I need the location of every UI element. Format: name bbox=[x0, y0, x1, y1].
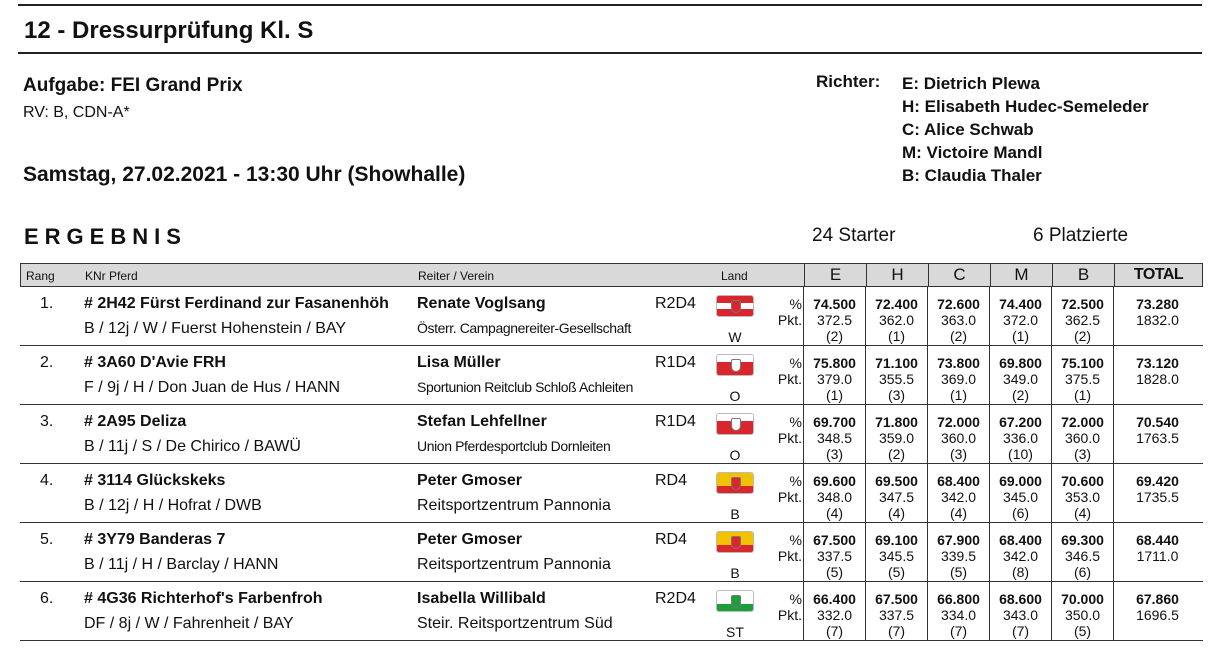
total-pct: 69.420 bbox=[1136, 473, 1179, 489]
score-pct: 69.000 bbox=[999, 473, 1042, 489]
richter-h: H: Elisabeth Hudec-Semeleder bbox=[902, 97, 1149, 116]
score-pkt: 336.0 bbox=[1002, 430, 1039, 446]
total-pkt: 1832.0 bbox=[1136, 312, 1179, 328]
crest-icon bbox=[731, 536, 741, 549]
judge-score-cell bbox=[865, 523, 927, 581]
judge-score-cell bbox=[927, 287, 989, 345]
score-place: (5) bbox=[1073, 623, 1092, 639]
total-pkt: 1763.5 bbox=[1136, 430, 1179, 446]
crest-icon bbox=[731, 300, 741, 313]
header-judge-e: E bbox=[804, 264, 866, 286]
class-code: RD4 bbox=[655, 531, 688, 548]
score-pct: 69.100 bbox=[875, 532, 918, 548]
score-pct: 67.200 bbox=[999, 414, 1042, 430]
horse-name: # 3114 Glückskeks bbox=[84, 472, 226, 489]
score-place: (8) bbox=[1011, 564, 1030, 580]
score-pct: 67.500 bbox=[813, 532, 856, 548]
club-name: Steir. Reitsportzentrum Süd bbox=[417, 615, 613, 632]
total-pct: 73.120 bbox=[1136, 355, 1179, 371]
total-cell bbox=[1113, 287, 1201, 345]
score-place: (3) bbox=[825, 446, 844, 462]
score-place: (7) bbox=[1011, 623, 1030, 639]
score-place: (1) bbox=[825, 387, 844, 403]
judge-score-cell bbox=[927, 523, 989, 581]
horse-name: # 3Y79 Banderas 7 bbox=[84, 531, 226, 548]
score-place: (3) bbox=[1073, 446, 1092, 462]
score-place: (2) bbox=[1073, 328, 1092, 344]
score-pkt: 337.5 bbox=[878, 607, 915, 623]
score-place: (1) bbox=[949, 387, 968, 403]
class-code: RD4 bbox=[655, 472, 688, 489]
horse-info: DF / 8j / W / Fahrenheit / BAY bbox=[84, 615, 294, 632]
score-place: (4) bbox=[887, 505, 906, 521]
score-pkt: 350.0 bbox=[1064, 607, 1101, 623]
score-pkt: 360.0 bbox=[1064, 430, 1101, 446]
club-name: Reitsportzentrum Pannonia bbox=[417, 556, 611, 573]
horse-info: B / 11j / H / Barclay / HANN bbox=[84, 556, 279, 573]
score-labels bbox=[772, 591, 802, 623]
horse-info: B / 12j / W / Fuerst Hohenstein / BAY bbox=[84, 320, 347, 337]
score-pct: 73.800 bbox=[937, 355, 980, 371]
pkt-label: Pkt. bbox=[777, 371, 802, 387]
judge-score-cell bbox=[803, 287, 865, 345]
horse-info: B / 11j / S / De Chirico / BAWÜ bbox=[84, 438, 301, 455]
total-cell bbox=[1113, 523, 1201, 581]
rank: 2. bbox=[40, 354, 54, 371]
table-row bbox=[20, 405, 1203, 464]
header-rang: Rang bbox=[26, 269, 55, 283]
score-pkt: 372.5 bbox=[816, 312, 853, 328]
judge-score-cell bbox=[989, 582, 1051, 640]
richter-b: B: Claudia Thaler bbox=[902, 166, 1042, 185]
judge-score-cell bbox=[927, 405, 989, 463]
club-name: Österr. Campagnereiter-Gesellschaft bbox=[417, 320, 631, 336]
richter-c: C: Alice Schwab bbox=[902, 120, 1034, 139]
score-place: (4) bbox=[1073, 505, 1092, 521]
score-place: (1) bbox=[1073, 387, 1092, 403]
total-cell bbox=[1113, 405, 1201, 463]
score-pct: 72.400 bbox=[875, 296, 918, 312]
score-place: (2) bbox=[825, 328, 844, 344]
pct-label: % bbox=[789, 473, 802, 489]
table-row bbox=[20, 346, 1203, 405]
header-judge-c: C bbox=[928, 264, 990, 286]
score-pct: 69.700 bbox=[813, 414, 856, 430]
judge-score-cell bbox=[1051, 464, 1113, 522]
state-flag-icon bbox=[716, 590, 754, 612]
total-pkt: 1696.5 bbox=[1136, 607, 1179, 623]
richter-m: M: Victoire Mandl bbox=[902, 143, 1043, 162]
score-place: (1) bbox=[887, 328, 906, 344]
total-pct: 67.860 bbox=[1136, 591, 1179, 607]
judge-score-cell bbox=[1051, 582, 1113, 640]
score-pct: 66.400 bbox=[813, 591, 856, 607]
score-labels bbox=[772, 532, 802, 564]
score-pkt: 369.0 bbox=[940, 371, 977, 387]
horse-name: # 2A95 Deliza bbox=[84, 413, 187, 430]
rider-name: Peter Gmoser bbox=[417, 531, 522, 548]
horse-name: # 2H42 Fürst Ferdinand zur Fasanenhöh bbox=[84, 295, 389, 312]
score-pct: 66.800 bbox=[937, 591, 980, 607]
pkt-label: Pkt. bbox=[777, 489, 802, 505]
score-pct: 70.000 bbox=[1061, 591, 1104, 607]
total-pkt: 1735.5 bbox=[1136, 489, 1179, 505]
score-pkt: 360.0 bbox=[940, 430, 977, 446]
score-pkt: 348.0 bbox=[816, 489, 853, 505]
score-place: (2) bbox=[887, 446, 906, 462]
score-pkt: 349.0 bbox=[1002, 371, 1039, 387]
judge-score-cell bbox=[927, 582, 989, 640]
rank: 3. bbox=[40, 413, 54, 430]
pkt-label: Pkt. bbox=[777, 312, 802, 328]
aufgabe: Aufgabe: FEI Grand Prix bbox=[23, 75, 243, 96]
judge-score-cell bbox=[927, 464, 989, 522]
score-pkt: 347.5 bbox=[878, 489, 915, 505]
table-row bbox=[20, 287, 1203, 346]
rider-name: Lisa Müller bbox=[417, 354, 501, 371]
land-code: W bbox=[728, 329, 742, 345]
judge-score-cell bbox=[989, 405, 1051, 463]
header-total: TOTAL bbox=[1114, 264, 1202, 286]
score-pkt: 345.5 bbox=[878, 548, 915, 564]
header-land: Land bbox=[721, 269, 748, 283]
rv-info: RV: B, CDN-A* bbox=[23, 104, 130, 121]
table-body bbox=[20, 287, 1203, 641]
score-pct: 67.500 bbox=[875, 591, 918, 607]
total-pkt: 1711.0 bbox=[1136, 548, 1179, 564]
score-pkt: 334.0 bbox=[940, 607, 977, 623]
score-place: (6) bbox=[1011, 505, 1030, 521]
judge-score-cell bbox=[865, 287, 927, 345]
pct-label: % bbox=[789, 532, 802, 548]
score-pkt: 363.0 bbox=[940, 312, 977, 328]
score-pkt: 339.5 bbox=[940, 548, 977, 564]
judge-score-cell bbox=[989, 523, 1051, 581]
judge-score-cell bbox=[1051, 523, 1113, 581]
total-cell bbox=[1113, 346, 1201, 404]
pkt-label: Pkt. bbox=[777, 607, 802, 623]
score-pkt: 342.0 bbox=[1002, 548, 1039, 564]
score-pct: 75.100 bbox=[1061, 355, 1104, 371]
score-place: (4) bbox=[825, 505, 844, 521]
pkt-label: Pkt. bbox=[777, 430, 802, 446]
score-pct: 68.600 bbox=[999, 591, 1042, 607]
horse-name: # 4G36 Richterhof's Farbenfroh bbox=[84, 590, 323, 607]
land-code: ST bbox=[726, 624, 744, 640]
score-place: (1) bbox=[1011, 328, 1030, 344]
score-pkt: 359.0 bbox=[878, 430, 915, 446]
score-pct: 74.400 bbox=[999, 296, 1042, 312]
platzierte-count: 6 Platzierte bbox=[1033, 225, 1129, 246]
event-date: Samstag, 27.02.2021 - 13:30 Uhr (Showhalle) bbox=[23, 163, 466, 186]
score-pct: 69.600 bbox=[813, 473, 856, 489]
score-place: (7) bbox=[887, 623, 906, 639]
judge-score-cell bbox=[803, 405, 865, 463]
total-cell bbox=[1113, 582, 1201, 640]
header-reiter-verein: Reiter / Verein bbox=[418, 269, 495, 283]
score-place: (4) bbox=[949, 505, 968, 521]
table-row bbox=[20, 464, 1203, 523]
score-labels bbox=[772, 355, 802, 387]
score-place: (5) bbox=[825, 564, 844, 580]
total-pct: 73.280 bbox=[1136, 296, 1179, 312]
rank: 6. bbox=[40, 590, 54, 607]
score-pkt: 345.0 bbox=[1002, 489, 1039, 505]
score-pct: 70.600 bbox=[1061, 473, 1104, 489]
score-pct: 74.500 bbox=[813, 296, 856, 312]
score-pct: 71.800 bbox=[875, 414, 918, 430]
table-row bbox=[20, 523, 1203, 582]
score-pct: 68.400 bbox=[937, 473, 980, 489]
judge-score-cell bbox=[989, 346, 1051, 404]
judge-score-cell bbox=[1051, 405, 1113, 463]
score-pkt: 348.5 bbox=[816, 430, 853, 446]
pkt-label: Pkt. bbox=[777, 548, 802, 564]
pct-label: % bbox=[789, 591, 802, 607]
score-pct: 69.500 bbox=[875, 473, 918, 489]
starter-count: 24 Starter bbox=[812, 225, 896, 246]
rank: 5. bbox=[40, 531, 54, 548]
club-name: Union Pferdesportclub Dornleiten bbox=[417, 438, 611, 454]
judge-score-cell bbox=[865, 405, 927, 463]
score-pkt: 343.0 bbox=[1002, 607, 1039, 623]
club-name: Reitsportzentrum Pannonia bbox=[417, 497, 611, 514]
score-labels bbox=[772, 296, 802, 328]
pct-label: % bbox=[789, 296, 802, 312]
judge-score-cell bbox=[803, 582, 865, 640]
score-pct: 72.500 bbox=[1061, 296, 1104, 312]
judge-score-cell bbox=[989, 464, 1051, 522]
rider-name: Stefan Lehfellner bbox=[417, 413, 547, 430]
score-labels bbox=[772, 414, 802, 446]
header-judge-m: M bbox=[990, 264, 1052, 286]
score-pkt: 362.5 bbox=[1064, 312, 1101, 328]
state-flag-icon bbox=[716, 531, 754, 553]
crest-icon bbox=[731, 477, 741, 490]
state-flag-icon bbox=[716, 472, 754, 494]
horse-info: F / 9j / H / Don Juan de Hus / HANN bbox=[84, 379, 341, 396]
crest-icon bbox=[731, 595, 741, 608]
score-pct: 75.800 bbox=[813, 355, 856, 371]
rider-name: Renate Voglsang bbox=[417, 295, 546, 312]
score-pct: 69.800 bbox=[999, 355, 1042, 371]
score-place: (3) bbox=[949, 446, 968, 462]
pct-label: % bbox=[789, 355, 802, 371]
crest-icon bbox=[731, 418, 741, 431]
score-pkt: 375.5 bbox=[1064, 371, 1101, 387]
richter-e: E: Dietrich Plewa bbox=[902, 74, 1040, 93]
judge-score-cell bbox=[1051, 346, 1113, 404]
judge-score-cell bbox=[865, 582, 927, 640]
header-knr-pferd: KNr Pferd bbox=[85, 269, 138, 283]
judge-score-cell bbox=[803, 464, 865, 522]
results-table bbox=[20, 263, 1203, 641]
score-pct: 72.000 bbox=[1061, 414, 1104, 430]
total-pct: 70.540 bbox=[1136, 414, 1179, 430]
header-judge-h: H bbox=[866, 264, 928, 286]
club-name: Sportunion Reitclub Schloß Achleiten bbox=[417, 379, 633, 395]
score-pct: 71.100 bbox=[875, 355, 918, 371]
header-judge-b: B bbox=[1052, 264, 1114, 286]
state-flag-icon bbox=[716, 295, 754, 317]
score-place: (10) bbox=[1008, 446, 1033, 462]
judge-score-cell bbox=[803, 346, 865, 404]
table-header bbox=[20, 263, 1203, 287]
score-place: (7) bbox=[825, 623, 844, 639]
score-pct: 68.400 bbox=[999, 532, 1042, 548]
judge-score-cell bbox=[989, 287, 1051, 345]
land-code: B bbox=[730, 565, 740, 581]
judge-score-cell bbox=[1051, 287, 1113, 345]
title-bar bbox=[18, 4, 1202, 54]
state-flag-icon bbox=[716, 413, 754, 435]
horse-info: B / 12j / H / Hofrat / DWB bbox=[84, 497, 262, 514]
horse-name: # 3A60 D'Avie FRH bbox=[84, 354, 226, 371]
score-pct: 69.300 bbox=[1061, 532, 1104, 548]
richter-list bbox=[902, 72, 1149, 187]
total-cell bbox=[1113, 464, 1201, 522]
rider-name: Isabella Willibald bbox=[417, 590, 546, 607]
score-place: (6) bbox=[1073, 564, 1092, 580]
pct-label: % bbox=[789, 414, 802, 430]
judge-score-cell bbox=[803, 523, 865, 581]
score-place: (3) bbox=[887, 387, 906, 403]
state-flag-icon bbox=[716, 354, 754, 376]
score-pkt: 346.5 bbox=[1064, 548, 1101, 564]
land-code: O bbox=[729, 388, 741, 404]
total-pct: 68.440 bbox=[1136, 532, 1179, 548]
judge-score-cell bbox=[865, 464, 927, 522]
score-place: (5) bbox=[949, 564, 968, 580]
rider-name: Peter Gmoser bbox=[417, 472, 522, 489]
score-labels bbox=[772, 473, 802, 505]
judge-score-cell bbox=[865, 346, 927, 404]
crest-icon bbox=[731, 359, 741, 372]
page-title: 12 - Dressurprüfung Kl. S bbox=[24, 17, 314, 44]
score-place: (7) bbox=[949, 623, 968, 639]
land-code: B bbox=[730, 506, 740, 522]
table-row bbox=[20, 582, 1203, 641]
class-code: R2D4 bbox=[655, 295, 696, 312]
score-pkt: 353.0 bbox=[1064, 489, 1101, 505]
score-place: (5) bbox=[887, 564, 906, 580]
class-code: R2D4 bbox=[655, 590, 696, 607]
score-pct: 67.900 bbox=[937, 532, 980, 548]
land-code: O bbox=[729, 447, 741, 463]
score-pkt: 362.0 bbox=[878, 312, 915, 328]
rank: 4. bbox=[40, 472, 54, 489]
ergebnis-heading: ERGEBNIS bbox=[24, 224, 187, 249]
richter-label: Richter: bbox=[816, 72, 881, 91]
class-code: R1D4 bbox=[655, 354, 696, 371]
score-pkt: 372.0 bbox=[1002, 312, 1039, 328]
score-pct: 72.000 bbox=[937, 414, 980, 430]
score-pkt: 379.0 bbox=[816, 371, 853, 387]
class-code: R1D4 bbox=[655, 413, 696, 430]
score-pct: 72.600 bbox=[937, 296, 980, 312]
score-pkt: 337.5 bbox=[816, 548, 853, 564]
rank: 1. bbox=[40, 295, 54, 312]
judge-score-cell bbox=[927, 346, 989, 404]
score-place: (2) bbox=[1011, 387, 1030, 403]
score-pkt: 342.0 bbox=[940, 489, 977, 505]
total-pkt: 1828.0 bbox=[1136, 371, 1179, 387]
score-place: (2) bbox=[949, 328, 968, 344]
score-pkt: 355.5 bbox=[878, 371, 915, 387]
score-pkt: 332.0 bbox=[816, 607, 853, 623]
